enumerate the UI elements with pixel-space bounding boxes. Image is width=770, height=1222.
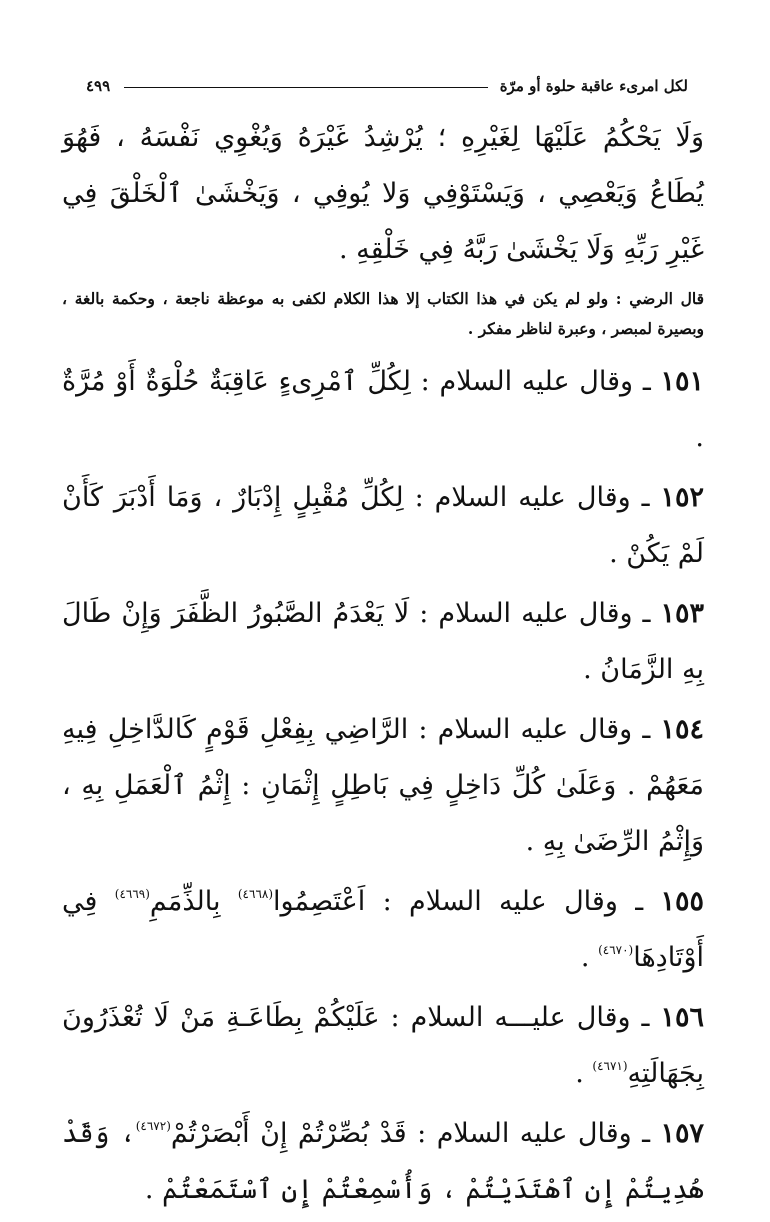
saying-text: بِالذِّمَمِ bbox=[149, 886, 238, 917]
intro-paragraph: وَلَا يَحْكُمُ عَلَيْهَا لِغَيْرِهِ ؛ يُرْشِدُ غَيْرَهُ وَيُغْوِي نَفْسَهُ ، فَهُوَ يُطَاعُ وَيَعْصِي ، وَيَسْتَوْفِي وَلا يُوفِي ، وَيَخْشَىٰ ٱلْخَلْقَ فِي غَيْرِ رَبِّهِ وَلَا يَخْشَىٰ رَبَّهُ فِي خَلْقِهِ . bbox=[62, 122, 704, 265]
saying-153 bbox=[62, 586, 704, 698]
saying-text: ـ وقال عليه السلام : لِكُلِّ مُقْبِلٍ إِدْبَارٌ ، وَمَا أَدْبَرَ كَأَنْ لَمْ يَكُنْ . bbox=[62, 482, 704, 569]
footnote-marker: (٤٦٧٠) bbox=[598, 943, 634, 957]
footnote-marker: (٤٦٧٢) bbox=[135, 1119, 171, 1133]
saying-text: ، وَقَدْ هُدِيتُمْ إِن ٱهْتَدَيْتُمْ ، وَأُسْمِعْتُمْ إِنِ ٱسْتَمَعْتُمْ . bbox=[62, 1118, 704, 1205]
saying-number: ١٥٦ bbox=[660, 1002, 704, 1033]
saying-152 bbox=[62, 470, 704, 582]
saying-text: ـ وقال عليه السلام : لَا يَعْدَمُ الصَّبُورُ الظَّفَرَ وَإِنْ طَالَ بِهِ الزَّمَانُ . bbox=[62, 598, 704, 685]
saying-text: ـ وقال عليـــه السلام : عَلَيْكُمْ بِطَاعَـةِ مَنْ لَا تُعْذَرُونَ بِجَهَالَتِهِ bbox=[62, 1002, 704, 1089]
saying-155 bbox=[62, 874, 704, 986]
saying-text: ـ وقال عليه السلام : لِكُلِّ ٱمْرِىءٍ عَاقِبَةٌ حُلْوَةٌ أَوْ مُرَّةٌ . bbox=[62, 366, 704, 453]
page-number: ٤٩٩ bbox=[86, 77, 111, 95]
saying-text: ـ وقال عليه السلام : الرَّاضِي بِفِعْلِ قَوْمٍ كَالدَّاخِلِ فِيهِ مَعَهُمْ . وَعَلَىٰ كُلِّ دَاخِلٍ فِي بَاطِلٍ إِثْمَانِ : إِثْمُ ٱلْعَمَلِ بِهِ ، وَإِثْمُ الرِّضَىٰ بِهِ . bbox=[62, 714, 704, 857]
saying-156 bbox=[62, 990, 704, 1102]
saying-number: ١٥٤ bbox=[660, 714, 704, 745]
footnote-marker: (٤٦٦٩) bbox=[114, 887, 150, 901]
footnote-marker: (٤٦٦٨) bbox=[237, 887, 274, 901]
saying-text: ـ وقال عليه السلام : قَدْ بُصِّرْتُمْ إِنْ أَبْصَرْتُمْ bbox=[170, 1118, 651, 1149]
saying-151 bbox=[62, 354, 704, 466]
saying-157 bbox=[62, 1106, 704, 1218]
footnote-marker: (٤٦٧١) bbox=[592, 1059, 628, 1073]
saying-number: ١٥١ bbox=[660, 366, 704, 397]
page-body bbox=[62, 110, 704, 1222]
saying-number: ١٥٣ bbox=[660, 598, 704, 629]
page-header bbox=[86, 72, 688, 100]
saying-154 bbox=[62, 702, 704, 870]
running-title: لكل امرىء عاقبة حلوة أو مرّة bbox=[499, 77, 688, 95]
header-rule bbox=[124, 87, 488, 88]
saying-number: ١٥٢ bbox=[660, 482, 704, 513]
saying-text: . bbox=[575, 1058, 593, 1089]
radi-commentary: قال الرضي : ولو لم يكن في هذا الكتاب إلا هذا الكلام لكفى به موعظة ناجعة ، وحكمة بالغة ، وبصيرة لمبصر ، وعبرة لناظر مفكر . bbox=[62, 289, 704, 338]
saying-number: ١٥٥ bbox=[660, 886, 704, 917]
saying-text: ـ وقال عليه السلام : اَعْتَصِمُوا bbox=[273, 886, 644, 917]
saying-number: ١٥٧ bbox=[660, 1118, 704, 1149]
saying-text: فِي أَوْتَادِهَا bbox=[62, 886, 704, 973]
saying-text: . bbox=[580, 942, 599, 973]
